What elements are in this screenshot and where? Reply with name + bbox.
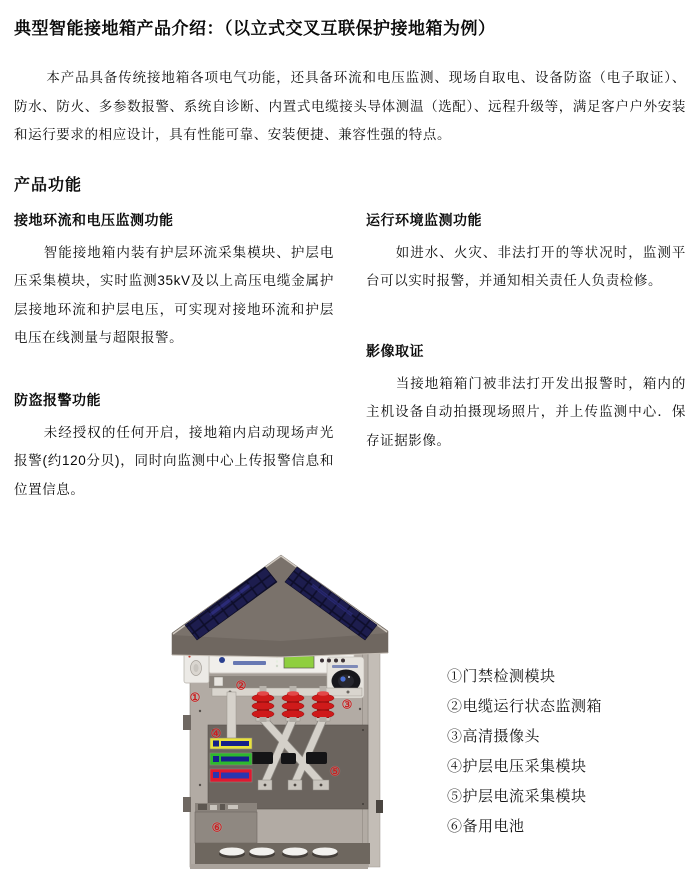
equipment-shelf [209,674,330,688]
feature-paragraph: 未经授权的任何开启，接地箱内启动现场声光报警(约120分贝)，同时向监测中心上传报警信息和位置信息。 [14,424,334,497]
feature-columns [14,211,686,505]
figure-legend [447,662,602,842]
insulator-bushings [252,686,334,722]
callout-marker-6: ⑥ [211,820,223,835]
callout-marker-3: ③ [341,697,353,712]
callout-marker-4: ④ [210,726,222,741]
product-figure [150,553,480,876]
legend-item: ②电缆运行状态监测箱 [447,699,603,715]
feature-column-right [366,211,686,505]
feature-paragraph: 智能接地箱内装有护层环流采集模块、护层电压采集模块，实时监测35kV及以上高压电缆金属护层接地环流和护层电压，可实现对接地环流和护层电压在线测量与超限报警。 [14,244,334,345]
vent [250,848,275,856]
feature-heading: 运行环境监测功能 [366,211,482,228]
busbar-terminals [258,780,329,790]
brand-logo [219,657,225,663]
feature-heading: 防盗报警功能 [14,391,101,408]
legend-item: ①门禁检测模块 [447,669,556,685]
current-sensor-connectors [251,752,327,764]
intro-paragraph: 本产品具备传统接地箱各项电气功能，还具备环流和电压监测、现场自取电、设备防盗（电子取证）、防水、防火、多参数报警、系统自诊断、内置式电缆接头导体测温（选配）、远程升级等，满足客户户外安装和运行要求的相应设计，具有性能可靠、安装便捷、兼容性强的特点。 [14,70,686,142]
legend-item: ④护层电压采集模块 [447,759,587,775]
legend-item: ⑥备用电池 [447,819,525,835]
feature-column-left [14,211,334,505]
vent [220,848,245,856]
callout-marker-2: ② [235,678,247,693]
grounding-box-illustration [150,553,480,876]
lcd-screen [284,656,314,668]
vent-strip [190,843,370,869]
feature-paragraph: 当接地箱箱门被非法打开发出报警时，箱内的主机设备自动拍摄现场照片，并上传监测中心．保存证据影像。 [366,375,686,448]
label-plate-red [210,769,252,782]
roof [172,555,388,657]
vent [313,848,338,856]
vent [283,848,308,856]
legend-item: ③高清摄像头 [447,729,541,745]
callout-marker-5: ⑤ [329,764,341,779]
section-title: 产品功能 [14,176,83,194]
legend-item: ⑤护层电流采集模块 [447,789,587,805]
battery-compartment [195,803,257,843]
label-plate-green [210,753,252,765]
callout-marker-1: ① [189,690,201,705]
door-sensor-module [184,652,209,683]
feature-heading: 接地环流和电压监测功能 [14,211,174,228]
feature-paragraph: 如进水、火灾、非法打开的等状况时，监测平台可以实时报警，并通知相关责任人负责检修。 [366,244,686,288]
feature-heading: 影像取证 [366,342,424,359]
page-title: 典型智能接地箱产品介绍：（以立式交叉互联保护接地箱为例） [14,19,496,38]
